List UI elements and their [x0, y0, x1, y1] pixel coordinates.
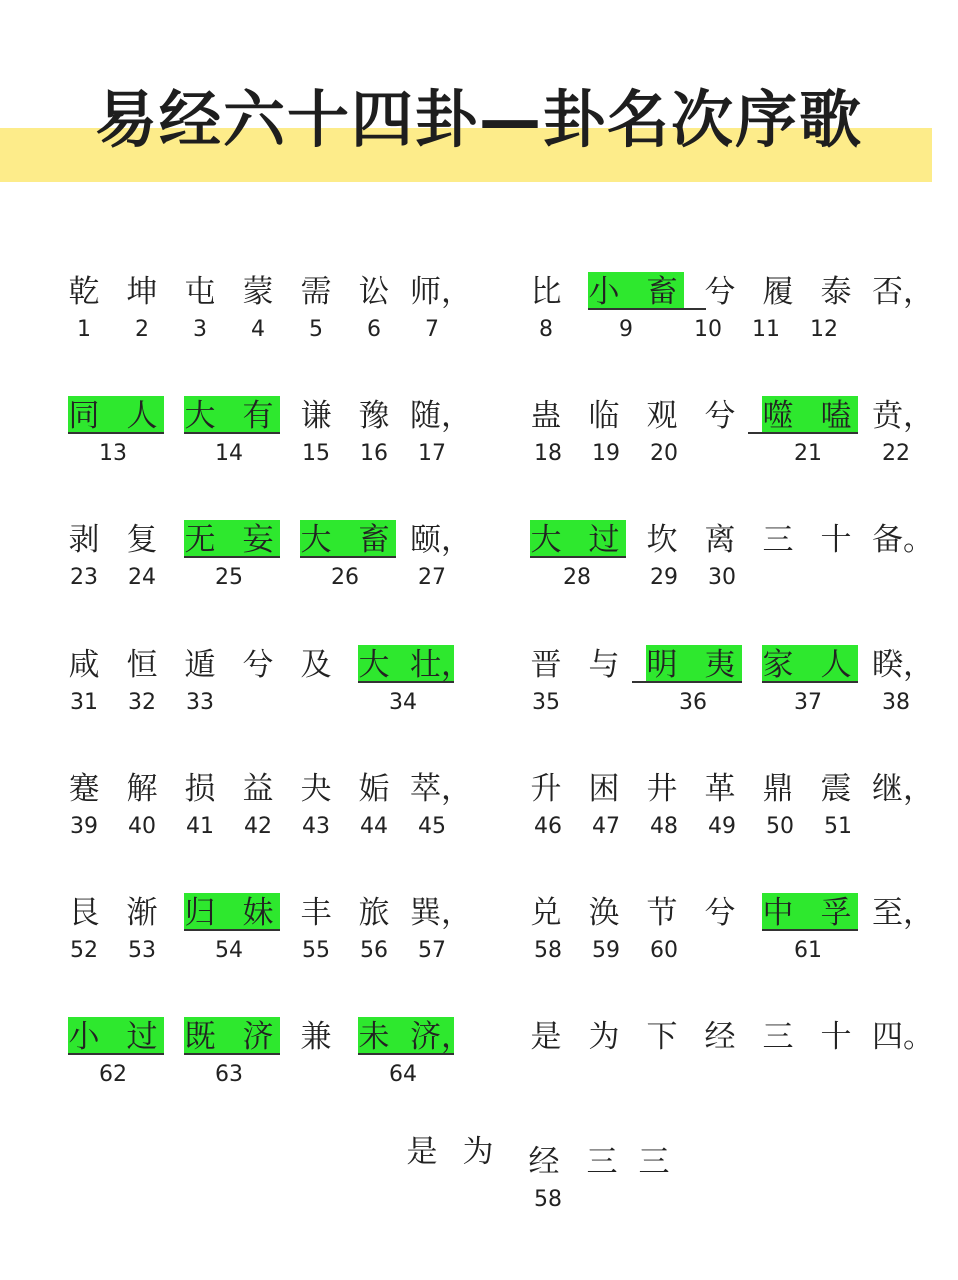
hexagram-number: 57	[418, 938, 446, 963]
verse-character: 兮	[704, 895, 736, 931]
verse-character: 嗑	[820, 398, 852, 434]
hexagram-number: 48	[650, 814, 678, 839]
verse-character: 豫	[358, 398, 390, 434]
verse-character: 三	[762, 522, 794, 558]
verse-character: 归	[184, 895, 216, 931]
hexagram-number: 1	[77, 317, 91, 342]
verse-character: 随，	[410, 398, 472, 434]
verse-character: 为	[588, 1019, 620, 1055]
hexagram-number: 16	[360, 441, 388, 466]
verse-character: 孚	[820, 895, 852, 931]
verse-character: 艮	[68, 895, 100, 931]
verse-character: 屯	[184, 274, 216, 310]
page-title: 易经六十四卦—卦名次序歌	[94, 83, 863, 156]
verse-character: 妄	[242, 522, 274, 558]
verse-character: 遁	[184, 647, 216, 683]
footer-number: 58	[534, 1187, 562, 1212]
verse-character: 同	[68, 398, 100, 434]
hexagram-number: 53	[128, 938, 156, 963]
verse-character: 谦	[300, 398, 332, 434]
verse-character: 巽，	[410, 895, 472, 931]
verse-character: 坤	[126, 274, 158, 310]
hexagram-number: 44	[360, 814, 388, 839]
verse-character: 济，	[410, 1019, 472, 1055]
verse-character: 颐，	[410, 522, 472, 558]
verse-character: 经	[704, 1019, 736, 1055]
hexagram-number: 64	[389, 1062, 417, 1087]
poem-line	[0, 518, 958, 598]
verse-character: 复	[126, 522, 158, 558]
hexagram-number: 34	[389, 690, 417, 715]
verse-character: 兮	[704, 398, 736, 434]
hexagram-number: 52	[70, 938, 98, 963]
verse-character: 革	[704, 771, 736, 807]
verse-character: 恒	[126, 647, 158, 683]
hexagram-number: 26	[331, 565, 359, 590]
hexagram-number: 36	[679, 690, 707, 715]
hexagram-number: 46	[534, 814, 562, 839]
verse-character: 无	[184, 522, 216, 558]
verse-character: 人	[820, 647, 852, 683]
hexagram-number: 18	[534, 441, 562, 466]
verse-character: 兮	[242, 647, 274, 683]
hexagram-number: 61	[794, 938, 822, 963]
verse-character: 大	[184, 398, 216, 434]
verse-character: 十	[820, 1019, 852, 1055]
verse-character: 兑	[530, 895, 562, 931]
verse-character: 济	[242, 1019, 274, 1055]
verse-character: 畜	[646, 274, 678, 310]
hexagram-number: 37	[794, 690, 822, 715]
hexagram-number: 27	[418, 565, 446, 590]
verse-character: 家	[762, 647, 794, 683]
verse-character: 夬	[300, 771, 332, 807]
verse-character: 否，	[872, 274, 934, 310]
verse-character: 讼	[358, 274, 390, 310]
hexagram-number: 23	[70, 565, 98, 590]
verse-character: 乾	[68, 274, 100, 310]
verse-character: 小	[588, 274, 620, 310]
hexagram-number: 17	[418, 441, 446, 466]
hexagram-number: 42	[244, 814, 272, 839]
hexagram-number: 39	[70, 814, 98, 839]
verse-character: 贲，	[872, 398, 934, 434]
verse-character: 临	[588, 398, 620, 434]
verse-character: 有	[242, 398, 274, 434]
verse-character: 至，	[872, 895, 934, 931]
hexagram-number: 5	[309, 317, 323, 342]
footer-character: 三	[638, 1144, 670, 1180]
hexagram-number: 54	[215, 938, 243, 963]
hexagram-number: 47	[592, 814, 620, 839]
poem-line	[0, 643, 958, 723]
verse-character: 坎	[646, 522, 678, 558]
hexagram-number: 25	[215, 565, 243, 590]
verse-character: 过	[588, 522, 620, 558]
verse-character: 井	[646, 771, 678, 807]
hexagram-number: 35	[532, 690, 560, 715]
verse-character: 噬	[762, 398, 794, 434]
hexagram-number: 15	[302, 441, 330, 466]
hexagram-number: 4	[251, 317, 265, 342]
hexagram-number: 22	[882, 441, 910, 466]
hexagram-number: 59	[592, 938, 620, 963]
hexagram-number: 41	[186, 814, 214, 839]
hexagram-number: 13	[99, 441, 127, 466]
verse-character: 人	[126, 398, 158, 434]
verse-character: 四。	[872, 1019, 934, 1055]
hexagram-number: 56	[360, 938, 388, 963]
verse-character: 兼	[300, 1019, 332, 1055]
poem-line	[0, 891, 958, 971]
footer-character: 为	[462, 1134, 494, 1170]
verse-character: 兮	[704, 274, 736, 310]
poem-line	[0, 767, 958, 847]
verse-character: 与	[588, 647, 620, 683]
hexagram-number: 38	[882, 690, 910, 715]
verse-character: 小	[68, 1019, 100, 1055]
verse-character: 大	[530, 522, 562, 558]
verse-character: 及	[300, 647, 332, 683]
hexagram-number: 3	[193, 317, 207, 342]
hexagram-number: 63	[215, 1062, 243, 1087]
poem-line	[0, 1015, 958, 1095]
hexagram-number: 60	[650, 938, 678, 963]
verse-character: 履	[762, 274, 794, 310]
verse-character: 过	[126, 1019, 158, 1055]
verse-character: 蹇	[68, 771, 100, 807]
verse-character: 既	[184, 1019, 216, 1055]
hexagram-number: 20	[650, 441, 678, 466]
hexagram-number: 6	[367, 317, 381, 342]
verse-character: 壮，	[410, 647, 472, 683]
verse-character: 蒙	[242, 274, 274, 310]
hexagram-number: 8	[539, 317, 553, 342]
verse-character: 中	[762, 895, 794, 931]
verse-character: 观	[646, 398, 678, 434]
verse-character: 比	[530, 274, 562, 310]
verse-character: 益	[242, 771, 274, 807]
hexagram-number: 29	[650, 565, 678, 590]
hexagram-number: 50	[766, 814, 794, 839]
poem-line	[0, 270, 958, 350]
verse-character: 节	[646, 895, 678, 931]
verse-character: 是	[530, 1019, 562, 1055]
footer-character: 三	[586, 1144, 618, 1180]
verse-character: 渐	[126, 895, 158, 931]
verse-character: 咸	[68, 647, 100, 683]
footer-line	[0, 1130, 958, 1210]
verse-character: 需	[300, 274, 332, 310]
verse-character: 损	[184, 771, 216, 807]
verse-character: 解	[126, 771, 158, 807]
hexagram-number: 28	[563, 565, 591, 590]
hexagram-number: 24	[128, 565, 156, 590]
hexagram-number: 12	[810, 317, 838, 342]
verse-character: 备。	[872, 522, 934, 558]
verse-character: 离	[704, 522, 736, 558]
verse-character: 三	[762, 1019, 794, 1055]
verse-character: 升	[530, 771, 562, 807]
hexagram-number: 31	[70, 690, 98, 715]
hexagram-number: 55	[302, 938, 330, 963]
hexagram-number: 11	[752, 317, 780, 342]
poem-line	[0, 394, 958, 474]
verse-character: 剥	[68, 522, 100, 558]
footer-character: 经	[528, 1144, 560, 1180]
hexagram-number: 32	[128, 690, 156, 715]
verse-character: 泰	[820, 274, 852, 310]
hexagram-number: 62	[99, 1062, 127, 1087]
verse-character: 晋	[530, 647, 562, 683]
verse-character: 涣	[588, 895, 620, 931]
hexagram-number: 14	[215, 441, 243, 466]
footer-character: 是	[406, 1134, 438, 1170]
hexagram-number: 2	[135, 317, 149, 342]
verse-character: 明	[646, 647, 678, 683]
verse-character: 大	[358, 647, 390, 683]
verse-character: 困	[588, 771, 620, 807]
verse-character: 继，	[872, 771, 934, 807]
verse-character: 姤	[358, 771, 390, 807]
hexagram-number: 43	[302, 814, 330, 839]
hexagram-number: 45	[418, 814, 446, 839]
verse-character: 妹	[242, 895, 274, 931]
verse-character: 睽，	[872, 647, 934, 683]
verse-character: 下	[646, 1019, 678, 1055]
hexagram-number: 10	[694, 317, 722, 342]
verse-character: 鼎	[762, 771, 794, 807]
verse-character: 丰	[300, 895, 332, 931]
verse-character: 大	[300, 522, 332, 558]
hexagram-number: 49	[708, 814, 736, 839]
hexagram-number: 30	[708, 565, 736, 590]
verse-character: 夷	[704, 647, 736, 683]
verse-character: 蛊	[530, 398, 562, 434]
verse-character: 萃，	[410, 771, 472, 807]
hexagram-number: 51	[824, 814, 852, 839]
verse-character: 旅	[358, 895, 390, 931]
hexagram-number: 21	[794, 441, 822, 466]
hexagram-number: 40	[128, 814, 156, 839]
hexagram-number: 9	[619, 317, 633, 342]
hexagram-number: 58	[534, 938, 562, 963]
verse-character: 畜	[358, 522, 390, 558]
verse-character: 师，	[410, 274, 472, 310]
verse-character: 十	[820, 522, 852, 558]
hexagram-number: 7	[425, 317, 439, 342]
hexagram-number: 33	[186, 690, 214, 715]
hexagram-number: 19	[592, 441, 620, 466]
verse-character: 未	[358, 1019, 390, 1055]
verse-character: 震	[820, 771, 852, 807]
